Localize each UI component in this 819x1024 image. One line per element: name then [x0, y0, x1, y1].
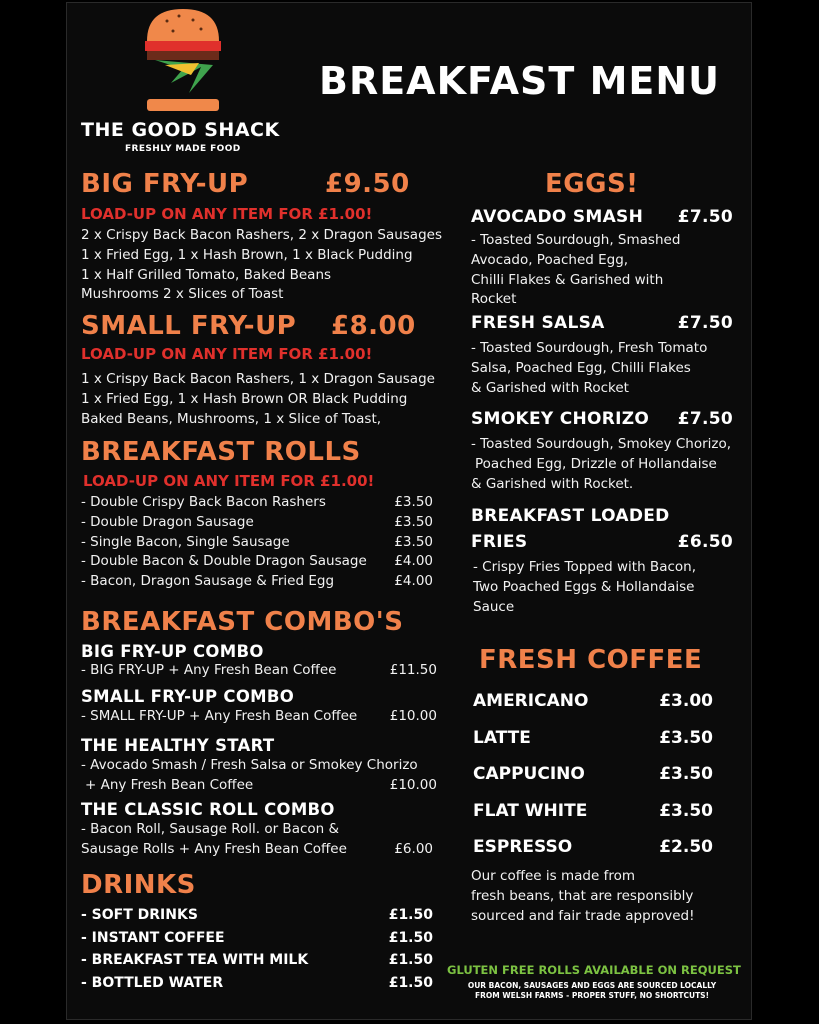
- combo-name: THE CLASSIC ROLL COMBO: [81, 800, 335, 819]
- combo-name: THE HEALTHY START: [81, 736, 275, 755]
- list-item: ESPRESSO £2.50: [473, 837, 713, 857]
- big-fry-up-title: BIG FRY-UP: [81, 169, 249, 199]
- list-item: - INSTANT COFFEE £1.50: [81, 929, 433, 946]
- egg-item: BREAKFAST LOADED FRIES £6.50 - Crispy Fries Topped with Bacon, Two Poached Eggs & Hollandaise Sauce: [471, 506, 733, 615]
- eggs-title: EGGS!: [545, 169, 639, 199]
- list-item: FLAT WHITE £3.50: [473, 800, 713, 821]
- combos-title: BREAKFAST COMBO'S: [81, 607, 404, 637]
- combo-description: - Bacon Roll, Sausage Roll. or Bacon & Sausage Rolls + Any Fresh Bean Coffee £6.00: [81, 821, 433, 857]
- list-item: - SOFT DRINKS £1.50: [81, 907, 433, 923]
- list-item: - BOTTLED WATER £1.50: [81, 974, 433, 991]
- drinks-title: DRINKS: [81, 870, 196, 900]
- small-fry-up-description: 1 x Crispy Back Bacon Rashers, 1 x Dragon Sausage 1 x Fried Egg, 1 x Hash Brown OR Black Pudding Baked Beans, Mushrooms, 1 x Slice of Toast,: [81, 371, 435, 427]
- list-item: - BREAKFAST TEA WITH MILK £1.50: [81, 952, 433, 968]
- list-item: AMERICANO £3.00: [473, 691, 713, 711]
- list-item: - Double Dragon Sausage £3.50: [81, 513, 433, 530]
- combo-name: BIG FRY-UP COMBO: [81, 642, 264, 661]
- combo-description: - SMALL FRY-UP + Any Fresh Bean Coffee £10.00: [81, 708, 437, 724]
- breakfast-rolls-loadup: LOAD-UP ON ANY ITEM FOR £1.00!: [83, 472, 375, 490]
- list-item: - Double Bacon & Double Dragon Sausage £4.00: [81, 553, 433, 570]
- egg-item: FRESH SALSA £7.50 - Toasted Sourdough, Fresh Tomato Salsa, Poached Egg, Chilli Flakes & Garished with Rocket: [471, 313, 733, 396]
- breakfast-rolls-list: [81, 493, 433, 592]
- burger-logo-icon: [143, 7, 223, 113]
- list-item: - Double Crispy Back Bacon Rashers £3.50: [81, 494, 433, 510]
- egg-item: SMOKEY CHORIZO £7.50 - Toasted Sourdough, Smokey Chorizo, Poached Egg, Drizzle of Hollandaise & Garished with Rocket.: [471, 409, 733, 492]
- combo-description: - BIG FRY-UP + Any Fresh Bean Coffee £11.50: [81, 662, 437, 678]
- small-fry-up-title: SMALL FRY-UP: [81, 311, 297, 341]
- small-fry-up-loadup: LOAD-UP ON ANY ITEM FOR £1.00!: [81, 345, 373, 363]
- list-item: - Single Bacon, Single Sausage £3.50: [81, 533, 433, 550]
- coffee-list: [473, 683, 713, 866]
- brand-name: THE GOOD SHACK: [81, 119, 280, 141]
- drinks-list: [81, 904, 433, 994]
- combo-description: - Avocado Smash / Fresh Salsa or Smokey Chorizo + Any Fresh Bean Coffee £10.00: [81, 757, 437, 793]
- big-fry-up-price: £9.50: [325, 169, 410, 199]
- small-fry-up-price: £8.00: [331, 311, 416, 341]
- gluten-free-note: GLUTEN FREE ROLLS AVAILABLE ON REQUEST: [447, 963, 741, 977]
- breakfast-rolls-title: BREAKFAST ROLLS: [81, 437, 361, 467]
- list-item: LATTE £3.50: [473, 727, 713, 748]
- big-fry-up-loadup: LOAD-UP ON ANY ITEM FOR £1.00!: [81, 205, 373, 223]
- egg-item: AVOCADO SMASH £7.50 - Toasted Sourdough, Smashed Avocado, Poached Egg, Chilli Flakes & Garished with Rocket: [471, 207, 733, 308]
- menu-board: [66, 2, 752, 1020]
- brand-tagline: FRESHLY MADE FOOD: [125, 144, 241, 154]
- coffee-note: Our coffee is made from fresh beans, that are responsibly sourced and fair trade approved!: [471, 868, 695, 924]
- list-item: - Bacon, Dragon Sausage & Fried Egg £4.00: [81, 573, 433, 590]
- big-fry-up-description: 2 x Crispy Back Bacon Rashers, 2 x Dragon Sausages 1 x Fried Egg, 1 x Hash Brown, 1 x Black Pudding 1 x Half Grilled Tomato, Baked Beans Mushrooms 2 x Slices of Toast: [81, 227, 442, 303]
- list-item: CAPPUCINO £3.50: [473, 764, 713, 784]
- menu-title: BREAKFAST MENU: [319, 59, 720, 103]
- coffee-title: FRESH COFFEE: [479, 645, 703, 675]
- sourcing-note: OUR BACON, SAUSAGES AND EGGS ARE SOURCED LOCALLY FROM WELSH FARMS - PROPER STUFF, NO SHORTCUTS!: [467, 981, 717, 1000]
- combo-name: SMALL FRY-UP COMBO: [81, 687, 295, 706]
